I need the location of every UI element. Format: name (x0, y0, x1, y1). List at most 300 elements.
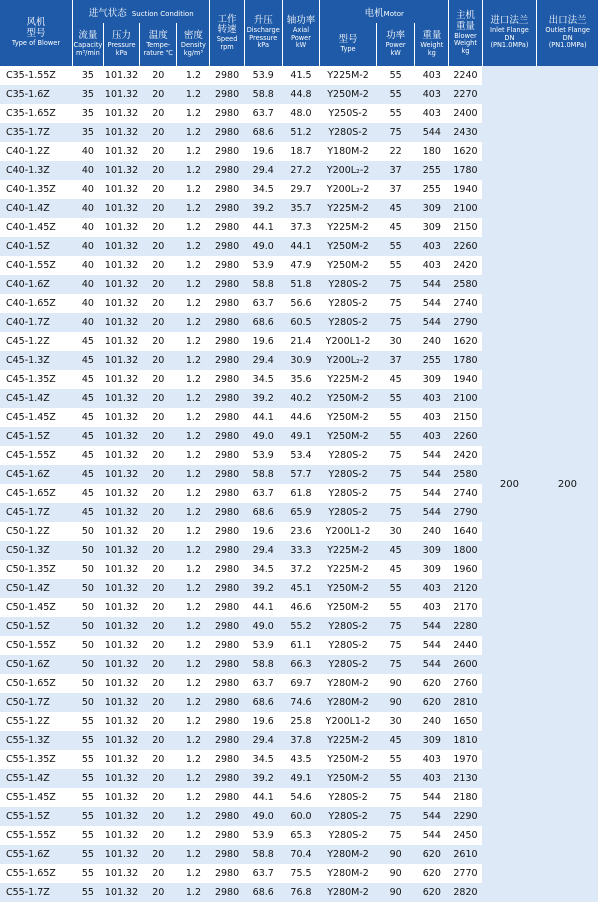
cell-flow: 40 (81, 146, 94, 157)
cell-motor-weight: 403 (415, 389, 449, 408)
cell-motor-type: Y280S-2 (328, 450, 368, 461)
cell-motor-power: 90 (389, 868, 402, 879)
cell-pressure: 101.32 (104, 260, 139, 271)
cell-blower-weight: 1640 (453, 526, 478, 537)
cell-temperature: 20 (152, 184, 165, 195)
cell-pressure: 101.32 (103, 617, 139, 636)
cell-shaft-power: 23.6 (290, 526, 312, 537)
cell-motor-weight: 544 (415, 275, 449, 294)
cell-density: 1.2 (185, 602, 201, 613)
cell-shaft-power: 37.8 (282, 731, 319, 750)
cell-temperature: 20 (140, 161, 177, 180)
cell-flow: 55 (81, 716, 94, 727)
cell-speed: 2980 (210, 807, 244, 826)
cell-density: 1.2 (177, 123, 210, 142)
cell-blower-weight: 2260 (449, 427, 482, 446)
cell-flow: 45 (72, 503, 103, 522)
cell-motor-weight: 544 (415, 465, 449, 484)
cell-motor-type: Y225M-2 (320, 199, 377, 218)
cell-speed: 2980 (210, 199, 244, 218)
cell-pressure: 101.32 (104, 450, 139, 461)
cell-motor-weight: 240 (422, 716, 441, 727)
cell-model: C45-1.65Z (6, 488, 56, 499)
cell-motor-power: 90 (377, 883, 415, 902)
header-motor-power: 功率 Power kW (377, 23, 415, 66)
cell-motor-type: Y280S-2 (328, 792, 368, 803)
cell-flow: 50 (72, 655, 103, 674)
cell-shaft-power: 33.3 (282, 541, 319, 560)
cell-motor-type: Y225M-2 (327, 70, 369, 81)
cell-motor-power: 45 (389, 374, 402, 385)
cell-motor-type: Y280S-2 (320, 655, 377, 674)
header-outlet-flange: 出口法兰 Outlet Flange DN (PN1.0MPa) (537, 0, 598, 66)
cell-model: C55-1.7Z (0, 883, 72, 902)
cell-shaft-power: 37.3 (290, 222, 312, 233)
cell-temperature: 20 (152, 450, 165, 461)
cell-flow: 50 (81, 564, 94, 575)
cell-shaft-power: 44.1 (282, 237, 319, 256)
cell-model: C50-1.5Z (0, 617, 72, 636)
cell-pressure: 101.32 (103, 655, 139, 674)
cell-speed: 2980 (214, 830, 240, 841)
cell-shaft-power: 37.2 (290, 564, 312, 575)
cell-model: C40-1.2Z (6, 146, 50, 157)
cell-blower-weight: 2100 (449, 199, 482, 218)
cell-density: 1.2 (185, 678, 201, 689)
cell-motor-type: Y280S-2 (328, 488, 368, 499)
cell-motor-weight: 309 (415, 199, 449, 218)
cell-motor-weight: 620 (415, 693, 449, 712)
cell-pressure-rise: 63.7 (252, 868, 274, 879)
cell-blower-weight: 2420 (453, 260, 478, 271)
cell-shaft-power: 74.6 (282, 693, 319, 712)
cell-flow: 55 (81, 868, 94, 879)
cell-density: 1.2 (177, 199, 210, 218)
cell-speed: 2980 (210, 541, 244, 560)
cell-blower-weight: 2610 (449, 845, 482, 864)
cell-blower-weight: 2430 (449, 123, 482, 142)
cell-model: C40-1.7Z (0, 313, 72, 332)
cell-pressure-rise: 68.6 (244, 313, 282, 332)
cell-blower-weight: 1650 (453, 716, 478, 727)
cell-model: C35-1.7Z (0, 123, 72, 142)
cell-density: 1.2 (177, 693, 210, 712)
cell-speed: 2980 (210, 275, 244, 294)
cell-temperature: 20 (152, 716, 165, 727)
outlet-flange-value: 200 (537, 66, 598, 902)
cell-density: 1.2 (177, 617, 210, 636)
cell-motor-power: 37 (389, 184, 402, 195)
cell-shaft-power: 40.2 (282, 389, 319, 408)
cell-pressure-rise: 44.1 (252, 412, 274, 423)
cell-motor-power: 55 (377, 427, 415, 446)
cell-model: C35-1.6Z (0, 85, 72, 104)
cell-model: C45-1.2Z (6, 336, 50, 347)
cell-temperature: 20 (152, 564, 165, 575)
cell-speed: 2980 (210, 503, 244, 522)
cell-motor-weight: 544 (415, 313, 449, 332)
cell-blower-weight: 2420 (453, 450, 478, 461)
cell-speed: 2980 (210, 731, 244, 750)
cell-model: C55-1.3Z (0, 731, 72, 750)
cell-speed: 2980 (214, 754, 240, 765)
cell-pressure: 101.32 (103, 541, 139, 560)
cell-pressure: 101.32 (104, 184, 139, 195)
cell-pressure-rise: 29.4 (244, 161, 282, 180)
cell-motor-weight: 403 (422, 108, 441, 119)
cell-pressure-rise: 63.7 (252, 488, 274, 499)
cell-motor-power: 75 (377, 807, 415, 826)
cell-density: 1.2 (177, 503, 210, 522)
cell-motor-weight: 620 (422, 678, 441, 689)
cell-motor-type: Y280S-2 (320, 123, 377, 142)
cell-motor-power: 75 (377, 503, 415, 522)
cell-density: 1.2 (185, 260, 201, 271)
cell-blower-weight: 2260 (449, 237, 482, 256)
cell-blower-weight: 1780 (449, 161, 482, 180)
cell-model: C55-1.6Z (0, 845, 72, 864)
header-density: 密度 Density kg/m³ (177, 23, 210, 66)
cell-shaft-power: 61.8 (290, 488, 312, 499)
cell-shaft-power: 70.4 (282, 845, 319, 864)
cell-pressure-rise: 63.7 (252, 108, 274, 119)
cell-model: C55-1.55Z (6, 830, 56, 841)
cell-speed: 2980 (210, 617, 244, 636)
cell-pressure: 101.32 (103, 313, 139, 332)
cell-shaft-power: 51.2 (282, 123, 319, 142)
cell-density: 1.2 (177, 275, 210, 294)
cell-density: 1.2 (185, 374, 201, 385)
cell-flow: 55 (72, 845, 103, 864)
cell-density: 1.2 (177, 769, 210, 788)
cell-model: C45-1.3Z (0, 351, 72, 370)
cell-blower-weight: 2400 (453, 108, 478, 119)
cell-pressure-rise: 63.7 (252, 678, 274, 689)
cell-shaft-power: 76.8 (282, 883, 319, 902)
cell-model: C35-1.55Z (6, 70, 56, 81)
cell-flow: 40 (81, 222, 94, 233)
cell-flow: 45 (81, 488, 94, 499)
cell-pressure-rise: 29.4 (244, 541, 282, 560)
cell-density: 1.2 (185, 564, 201, 575)
cell-pressure-rise: 44.1 (252, 602, 274, 613)
cell-motor-type: Y280S-2 (320, 617, 377, 636)
cell-shaft-power: 27.2 (282, 161, 319, 180)
cell-flow: 55 (72, 883, 103, 902)
cell-motor-power: 55 (377, 237, 415, 256)
cell-motor-type: Y180M-2 (327, 146, 369, 157)
cell-motor-power: 30 (389, 336, 402, 347)
cell-motor-weight: 544 (415, 617, 449, 636)
cell-density: 1.2 (177, 389, 210, 408)
cell-blower-weight: 2760 (453, 678, 478, 689)
cell-pressure: 101.32 (103, 427, 139, 446)
cell-speed: 2980 (214, 868, 240, 879)
cell-motor-power: 75 (389, 298, 402, 309)
cell-motor-power: 55 (389, 108, 402, 119)
cell-shaft-power: 44.8 (282, 85, 319, 104)
cell-motor-weight: 403 (415, 769, 449, 788)
cell-model: C50-1.3Z (0, 541, 72, 560)
cell-density: 1.2 (185, 298, 201, 309)
cell-temperature: 20 (152, 792, 165, 803)
cell-speed: 2980 (210, 465, 244, 484)
cell-pressure-rise: 29.4 (244, 731, 282, 750)
cell-motor-weight: 403 (422, 260, 441, 271)
cell-speed: 2980 (214, 640, 240, 651)
cell-flow: 50 (81, 678, 94, 689)
cell-speed: 2980 (214, 184, 240, 195)
cell-motor-type: Y200L₂-2 (320, 161, 377, 180)
cell-model: C40-1.3Z (0, 161, 72, 180)
cell-pressure: 101.32 (104, 868, 139, 879)
cell-flow: 50 (72, 617, 103, 636)
cell-shaft-power: 43.5 (290, 754, 312, 765)
cell-speed: 2980 (210, 85, 244, 104)
cell-pressure-rise: 19.6 (252, 526, 274, 537)
cell-model: C55-1.45Z (6, 792, 56, 803)
cell-model: C40-1.45Z (6, 222, 56, 233)
cell-blower-weight: 2810 (449, 693, 482, 712)
cell-density: 1.2 (185, 792, 201, 803)
cell-motor-type: Y200L1-2 (325, 716, 371, 727)
cell-flow: 50 (72, 579, 103, 598)
cell-blower-weight: 2120 (449, 579, 482, 598)
cell-model: C55-1.2Z (6, 716, 50, 727)
cell-density: 1.2 (185, 640, 201, 651)
cell-speed: 2980 (210, 655, 244, 674)
cell-motor-weight: 403 (422, 754, 441, 765)
cell-flow: 55 (72, 807, 103, 826)
header-temperature: 温度 Tempe- rature ℃ (140, 23, 177, 66)
cell-model: C55-1.4Z (0, 769, 72, 788)
cell-shaft-power: 47.9 (290, 260, 312, 271)
cell-pressure: 101.32 (104, 602, 139, 613)
cell-temperature: 20 (152, 526, 165, 537)
header-model: 风机 型号 Type of Blower (0, 0, 72, 66)
cell-pressure-rise: 39.2 (244, 579, 282, 598)
cell-motor-weight: 403 (415, 85, 449, 104)
cell-density: 1.2 (185, 336, 201, 347)
cell-pressure: 101.32 (104, 564, 139, 575)
cell-density: 1.2 (177, 465, 210, 484)
cell-shaft-power: 30.9 (282, 351, 319, 370)
cell-pressure-rise: 34.5 (252, 184, 274, 195)
cell-flow: 50 (81, 602, 94, 613)
cell-speed: 2980 (214, 298, 240, 309)
cell-speed: 2980 (210, 769, 244, 788)
cell-flow: 35 (72, 85, 103, 104)
cell-motor-type: Y250M-2 (320, 769, 377, 788)
header-flow: 流量 Capacity m³/min (72, 23, 103, 66)
cell-shaft-power: 41.5 (290, 70, 312, 81)
cell-model: C45-1.7Z (0, 503, 72, 522)
cell-motor-type: Y280M-2 (327, 868, 369, 879)
cell-pressure: 101.32 (103, 883, 139, 902)
cell-pressure: 101.32 (103, 199, 139, 218)
cell-motor-weight: 403 (415, 579, 449, 598)
cell-density: 1.2 (177, 85, 210, 104)
cell-temperature: 20 (152, 108, 165, 119)
cell-motor-power: 45 (389, 222, 402, 233)
cell-blower-weight: 1940 (453, 374, 478, 385)
cell-motor-power: 75 (377, 465, 415, 484)
cell-model: C55-1.35Z (6, 754, 56, 765)
cell-motor-type: Y280M-2 (327, 678, 369, 689)
cell-motor-power: 75 (377, 275, 415, 294)
cell-shaft-power: 18.7 (290, 146, 312, 157)
cell-shaft-power: 51.8 (282, 275, 319, 294)
cell-speed: 2980 (210, 161, 244, 180)
cell-shaft-power: 35.7 (282, 199, 319, 218)
cell-flow: 55 (81, 792, 94, 803)
cell-pressure: 101.32 (104, 374, 139, 385)
cell-model: C40-1.65Z (6, 298, 56, 309)
cell-model: C40-1.6Z (0, 275, 72, 294)
cell-motor-type: Y280S-2 (328, 640, 368, 651)
cell-flow: 40 (72, 237, 103, 256)
cell-motor-power: 75 (377, 313, 415, 332)
cell-motor-power: 75 (389, 830, 402, 841)
cell-shaft-power: 35.6 (290, 374, 312, 385)
cell-pressure-rise: 68.6 (244, 693, 282, 712)
cell-motor-type: Y250M-2 (320, 427, 377, 446)
cell-motor-weight: 544 (422, 792, 441, 803)
cell-speed: 2980 (214, 602, 240, 613)
cell-flow: 50 (72, 693, 103, 712)
cell-speed: 2980 (210, 123, 244, 142)
cell-flow: 40 (72, 199, 103, 218)
cell-density: 1.2 (185, 108, 201, 119)
cell-model: C40-1.35Z (6, 184, 56, 195)
cell-model: C45-1.6Z (0, 465, 72, 484)
cell-temperature: 20 (140, 845, 177, 864)
cell-motor-weight: 180 (422, 146, 441, 157)
cell-pressure: 101.32 (103, 351, 139, 370)
cell-motor-power: 30 (389, 526, 402, 537)
cell-shaft-power: 54.6 (290, 792, 312, 803)
cell-shaft-power: 60.0 (282, 807, 319, 826)
cell-pressure-rise: 68.6 (244, 503, 282, 522)
cell-speed: 2980 (214, 564, 240, 575)
cell-motor-weight: 620 (422, 868, 441, 879)
cell-pressure-rise: 68.6 (244, 883, 282, 902)
cell-model: C45-1.5Z (0, 427, 72, 446)
cell-flow: 50 (81, 640, 94, 651)
cell-flow: 45 (81, 412, 94, 423)
cell-motor-weight: 309 (422, 374, 441, 385)
cell-blower-weight: 2180 (453, 792, 478, 803)
cell-motor-weight: 255 (415, 351, 449, 370)
cell-pressure-rise: 29.4 (244, 351, 282, 370)
cell-speed: 2980 (210, 427, 244, 446)
cell-temperature: 20 (152, 70, 165, 81)
cell-temperature: 20 (152, 488, 165, 499)
cell-pressure-rise: 68.6 (244, 123, 282, 142)
cell-density: 1.2 (185, 450, 201, 461)
cell-blower-weight: 2100 (449, 389, 482, 408)
cell-pressure: 101.32 (103, 275, 139, 294)
cell-model: C50-1.6Z (0, 655, 72, 674)
header-motor-type: 型号 Type (320, 23, 377, 66)
cell-speed: 2980 (214, 336, 240, 347)
cell-temperature: 20 (140, 617, 177, 636)
cell-pressure-rise: 49.0 (244, 807, 282, 826)
cell-pressure: 101.32 (104, 108, 139, 119)
cell-shaft-power: 75.5 (290, 868, 312, 879)
cell-pressure-rise: 19.6 (252, 336, 274, 347)
cell-pressure: 101.32 (104, 336, 139, 347)
cell-speed: 2980 (210, 237, 244, 256)
cell-motor-type: Y250S-2 (328, 108, 368, 119)
cell-shaft-power: 69.7 (290, 678, 312, 689)
cell-pressure: 101.32 (103, 731, 139, 750)
cell-pressure: 101.32 (104, 640, 139, 651)
cell-model: C40-1.55Z (6, 260, 56, 271)
cell-motor-power: 45 (389, 564, 402, 575)
cell-blower-weight: 1620 (453, 336, 478, 347)
cell-motor-type: Y250M-2 (327, 754, 369, 765)
cell-temperature: 20 (140, 731, 177, 750)
cell-model: C45-1.45Z (6, 412, 56, 423)
cell-flow: 40 (81, 298, 94, 309)
cell-density: 1.2 (177, 883, 210, 902)
cell-blower-weight: 2240 (453, 70, 478, 81)
cell-density: 1.2 (177, 731, 210, 750)
cell-model: C50-1.7Z (0, 693, 72, 712)
cell-shaft-power: 48.0 (290, 108, 312, 119)
cell-speed: 2980 (214, 488, 240, 499)
cell-motor-weight: 240 (422, 526, 441, 537)
cell-motor-weight: 620 (415, 845, 449, 864)
cell-flow: 40 (81, 184, 94, 195)
cell-pressure: 101.32 (104, 298, 139, 309)
cell-motor-type: Y280S-2 (320, 807, 377, 826)
cell-density: 1.2 (177, 807, 210, 826)
cell-flow: 55 (72, 769, 103, 788)
cell-motor-power: 22 (389, 146, 402, 157)
cell-blower-weight: 1970 (453, 754, 478, 765)
cell-pressure: 101.32 (103, 161, 139, 180)
cell-motor-type: Y250M-2 (327, 260, 369, 271)
cell-motor-power: 37 (377, 351, 415, 370)
cell-motor-type: Y200L1-2 (325, 526, 371, 537)
cell-motor-weight: 403 (422, 70, 441, 81)
cell-shaft-power: 57.7 (282, 465, 319, 484)
cell-motor-weight: 544 (415, 655, 449, 674)
cell-motor-type: Y225M-2 (327, 374, 369, 385)
cell-motor-type: Y280M-2 (320, 883, 377, 902)
cell-motor-power: 75 (377, 617, 415, 636)
cell-blower-weight: 2740 (453, 298, 478, 309)
cell-speed: 2980 (210, 579, 244, 598)
cell-motor-type: Y225M-2 (327, 222, 369, 233)
cell-flow: 35 (72, 123, 103, 142)
cell-temperature: 20 (140, 123, 177, 142)
cell-motor-weight: 403 (422, 602, 441, 613)
cell-speed: 2980 (214, 716, 240, 727)
cell-flow: 35 (81, 70, 94, 81)
table-row (0, 66, 598, 85)
cell-density: 1.2 (185, 146, 201, 157)
cell-pressure-rise: 44.1 (252, 792, 274, 803)
cell-pressure: 101.32 (103, 85, 139, 104)
cell-pressure: 101.32 (103, 845, 139, 864)
cell-flow: 50 (72, 541, 103, 560)
header-suction: 进气状态 Suction Condition (72, 0, 210, 23)
table-body (0, 66, 598, 902)
cell-pressure: 101.32 (104, 488, 139, 499)
